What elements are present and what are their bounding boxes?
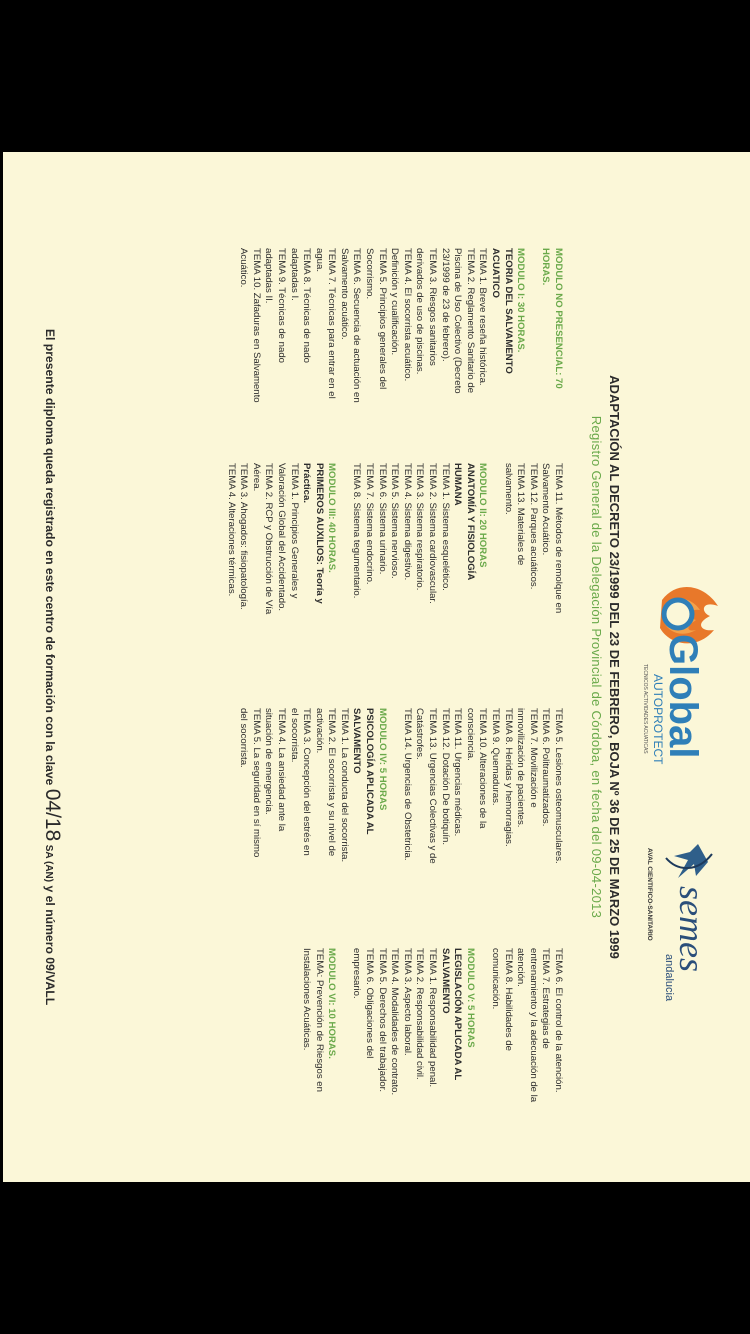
module-subject: TEORIA DEL SALVAMENTO ACUATICO	[490, 248, 514, 374]
syllabus-line: TEMA 1. Responsabilidad penal.	[427, 948, 439, 1088]
syllabus-line: TEMA 13. Materiales de salvamento.	[502, 463, 527, 566]
module-heading: MODULO IV: 5 HORAS	[376, 708, 388, 811]
syllabus-columns	[104, 248, 564, 1148]
footer-text: El presente diploma queda registrado en este centro de formación con la clave	[43, 328, 57, 786]
syllabus-line: TEMA 2. El socorrista y su nivel de activación.	[313, 708, 338, 857]
svg-text:andalucia: andalucia	[663, 954, 675, 1002]
syllabus-line: TEMA 3. Riesgos sanitarios derivados de uso de piscinas.	[414, 248, 439, 375]
diploma-rotated-content	[3, 152, 750, 1182]
syllabus-line: TEMA 4. Sistema digestivo.	[401, 463, 413, 581]
syllabus-column-3	[237, 708, 564, 864]
syllabus-line: TEMA 4. Modalidades de contrato.	[389, 948, 401, 1096]
syllabus-line: TEMA 11. Métodos de remolque en Salvamento Acuático.	[540, 463, 564, 614]
syllabus-line: TEMA 5. Derechos del trabajador.	[376, 948, 388, 1092]
syllabus-column-1	[237, 248, 564, 404]
syllabus-line: TEMA 8. Habilidades de comunicación.	[490, 948, 514, 1051]
registration-footer	[40, 152, 64, 1182]
syllabus-line: TEMA 10. Zafaduras en Salvamento Acuático.	[238, 248, 262, 403]
registration-number: y el número 09/VALL	[43, 885, 57, 1006]
syllabus-line: TEMA 9. Quemaduras.	[490, 708, 502, 806]
syllabus-line: TEMA 7. Estrategias de entrenamiento y la adecuación de la atención.	[515, 948, 552, 1103]
syllabus-line: TEMA 1. Principios Generales y Valoración Global del Accidentado.	[275, 463, 300, 612]
syllabus-line: TEMA 5. Lesiones osteomusculares.	[553, 708, 564, 864]
syllabus-line	[488, 463, 501, 619]
syllabus-line: TEMA 2. Sistema cardiovascular.	[427, 463, 439, 604]
syllabus-line: TEMA 6. Obligaciones del empresario.	[351, 948, 376, 1059]
syllabus-line: TEMA 6. Secuencia de actuación en Salvamento acuático.	[338, 248, 363, 403]
syllabus-line: TEMA 12. Parques acuáticos.	[527, 463, 539, 590]
syllabus-line: TEMA 6. El control de la atención.	[553, 948, 564, 1093]
registration-region: SA (AN)	[43, 844, 54, 883]
syllabus-line: TEMA 4. La ansiedad ante la situación de emergencia.	[263, 708, 287, 832]
diploma-page	[3, 152, 750, 1182]
svg-text:TECNICOS ACTIVIDADES ACUATICAS: TECNICOS ACTIVIDADES ACUATICAS	[642, 664, 648, 754]
svg-text:semes: semes	[672, 886, 712, 972]
syllabus-line	[526, 248, 539, 404]
syllabus-line: TEMA 7. Técnicas para entrar en el agua.	[313, 248, 338, 399]
syllabus-line: TEMA 4. El socorrista acuático. Definición y cualificación.	[389, 248, 413, 382]
semes-andalucia-logo	[638, 842, 718, 1072]
syllabus-line: TEMA 8. Heridas y hemorragias.	[502, 708, 514, 847]
syllabus-line: TEMA 3. Concepción del estrés en el socorrista.	[288, 708, 313, 856]
syllabus-line: TEMA: Prevención de Riesgos en Instalaciones Acuáticas.	[301, 948, 325, 1092]
syllabus-line	[388, 708, 401, 864]
svg-text:Global: Global	[661, 634, 705, 759]
syllabus-line: TEMA 1. Breve reseña histórica.	[477, 248, 489, 386]
global-autoprotect-logo	[637, 572, 732, 782]
syllabus-line: TEMA 6. Sistema urinario.	[376, 463, 388, 575]
syllabus-line: TEMA 13. Urgencias Colectivas y de Catástrofes.	[414, 708, 439, 864]
svg-text:AUTOPROTECT: AUTOPROTECT	[651, 674, 665, 765]
syllabus-line	[337, 463, 350, 619]
syllabus-line: TEMA 7. Movilización e inmovilización de pacientes.	[515, 708, 539, 828]
syllabus-column-4	[300, 948, 564, 1104]
module-subject: PSICOLOGÍA APLICADA AL SALVAMENTO	[351, 708, 376, 835]
registry-subtitle: Registro General de la Delegación Provincial de Córdoba, en fecha del 09-04-2013	[589, 415, 604, 919]
syllabus-line: TEMA 12. Dotación De botiquín.	[439, 708, 451, 846]
syllabus-line	[337, 948, 350, 1104]
syllabus-line: TEMA 9. Técnicas de nado adaptadas II.	[263, 248, 287, 364]
module-heading: MODULO III: 40 HORAS.	[326, 463, 338, 573]
module-heading: MODULO I: 30 HORAS.	[515, 248, 527, 353]
syllabus-line: TEMA 3. Aspecto laboral.	[401, 948, 413, 1056]
syllabus-line: TEMA 1. La conducta del socorrista.	[338, 708, 350, 863]
syllabus-line: TEMA 3. Sistema respiratorio.	[414, 463, 426, 591]
syllabus-line: TEMA 6. Politraumatizados.	[540, 708, 552, 827]
syllabus-line: TEMA 2. Responsabilidad civil.	[414, 948, 426, 1080]
syllabus-line: TEMA 1. Sistema esquelético.	[439, 463, 451, 591]
syllabus-line: TEMA 11. Urgencias médicas.	[452, 708, 464, 837]
module-subject: ANATOMÍA Y FISIOLOGÍA HUMANA	[452, 463, 476, 580]
syllabus-line: TEMA 5. Principios generales del Socorrismo.	[364, 248, 388, 390]
syllabus-line: TEMA 8. Sistema tegumentario.	[351, 463, 363, 599]
logo-bar	[630, 152, 740, 1182]
syllabus-column-2	[224, 463, 564, 619]
module-subject: PRIMEROS AUXILIOS: Teoría y Práctica.	[301, 463, 325, 604]
syllabus-line: TEMA 4. Alteraciones térmicas.	[225, 463, 237, 597]
syllabus-line	[476, 948, 489, 1104]
syllabus-line: TEMA 3. Ahogados: fisiopatología.	[238, 463, 250, 610]
module-heading: MODULO V: 5 HORAS	[464, 948, 476, 1048]
svg-text:AVAL CIENTIFICO-SANITARIO: AVAL CIENTIFICO-SANITARIO	[646, 848, 653, 941]
decree-title: ADAPTACIÓN AL DECRETO 23/1999 DEL 23 DE FEBRERO, BOJA Nº 36 DE 25 DE MARZO 1999	[607, 375, 622, 959]
syllabus-line: TEMA 2. Reglamento Sanitario de Piscina de Uso Colectivo (Decreto 23/1999 de 23 de febrero).	[439, 248, 476, 394]
syllabus-line: TEMA 2. RCP y Obstrucción de Vía Aérea.	[250, 463, 275, 615]
syllabus-line: TEMA 14. Urgencias de Obstetricia.	[401, 708, 413, 861]
module-heading: MODULO NO PRESENCIAL: 70 HORAS.	[540, 248, 564, 389]
module-heading: MODULO II: 20 HORAS	[477, 463, 489, 568]
star-of-life-icon	[666, 844, 712, 878]
syllabus-line: TEMA 5. La seguridad en sí mismo del socorrista.	[238, 708, 262, 858]
syllabus-line: TEMA 10. Alteraciones de la consciencia.	[464, 708, 489, 829]
syllabus-line: TEMA 5. Sistema nervioso.	[389, 463, 401, 579]
registration-code: 04/18	[41, 788, 64, 842]
module-subject: LEGISLACIÓN APLICADA AL SALVAMENTO	[439, 948, 464, 1081]
syllabus-line: TEMA 8. Técnicas de nado adaptadas I.	[288, 248, 313, 364]
module-heading: MODULO VI: 10 HORAS.	[326, 948, 338, 1059]
syllabus-line: TEMA 7. Sistema endocrino.	[364, 463, 376, 585]
